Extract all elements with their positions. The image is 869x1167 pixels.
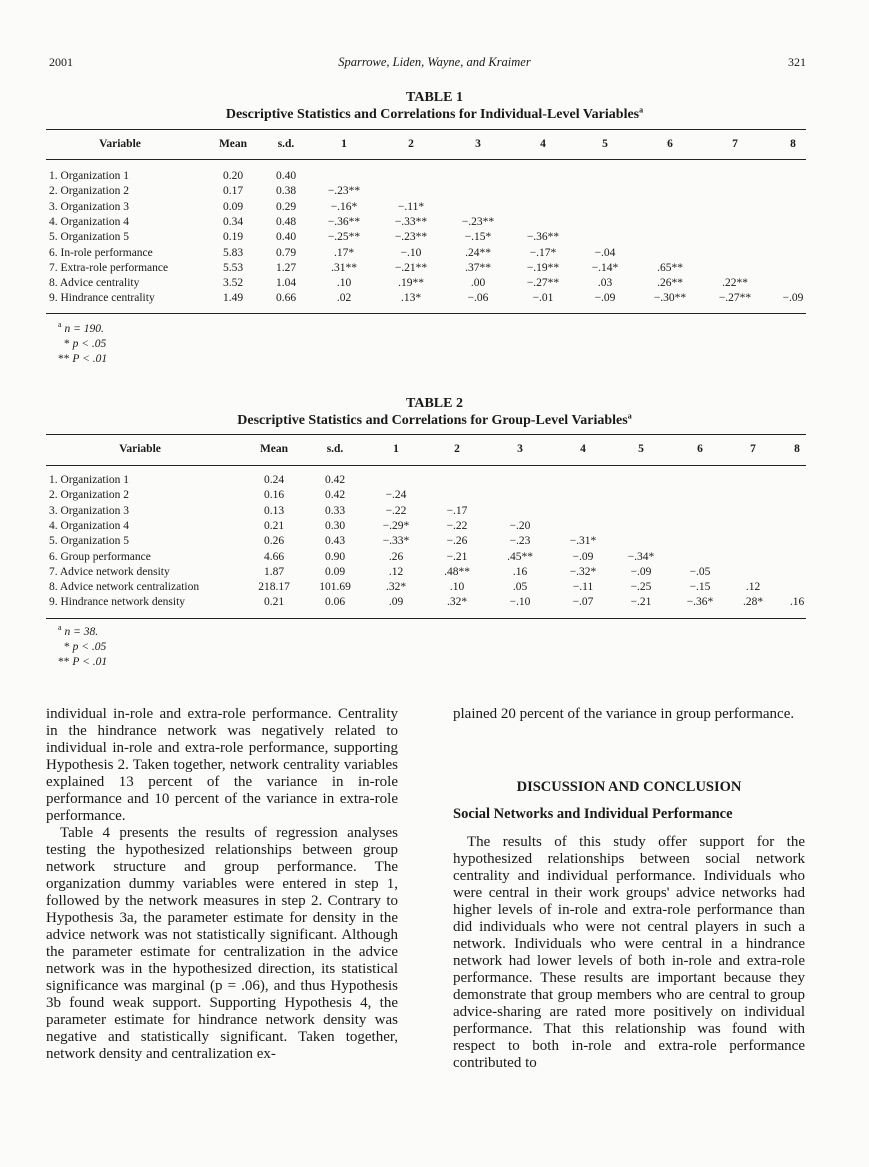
table1-cell: −.30** xyxy=(653,292,687,305)
table1-cell: .22** xyxy=(722,277,748,290)
table1-cell: 0.29 xyxy=(275,200,297,213)
table2-cell: −.07 xyxy=(572,596,594,609)
table1-cell: 5.53 xyxy=(222,261,244,274)
right-paragraph-2: The results of this study offer support for the hypothesized relationships between social network centrality and individual performance. Individuals who were central in their work groups' advice networks had higher levels of in-role and extra-role performance than did individuals who were not central players in such a network. Individuals who were central in a hindrance network had lower levels of both in-role and extra-role performance. These results are important because they demonstrate that group members who are central to group advice-sharing are rated more positively on individual performance. That this relationship was found with respect to both in-role and extra-role performance contributed to xyxy=(453,834,805,1071)
table2-cell: 0.13 xyxy=(263,504,285,517)
table1-cell: 5.83 xyxy=(222,246,244,259)
table2-row-label: 6. Group performance xyxy=(49,550,151,563)
table2-cell: 0.33 xyxy=(324,504,346,517)
table1-cell: −.27** xyxy=(718,292,752,305)
table2-cell: 0.30 xyxy=(324,519,346,532)
table1-cell: .31** xyxy=(331,261,357,274)
table1-cell: 0.38 xyxy=(275,185,297,198)
table1-cell: .13* xyxy=(400,292,422,305)
table2-header-rule xyxy=(46,465,806,466)
table1-col-header: Mean xyxy=(218,138,248,150)
table1-cell: −.10 xyxy=(400,246,422,259)
table1-caption: Descriptive Statistics and Correlations for Individual-Level Variables$^a$ xyxy=(225,105,644,122)
table1-col-header: 5 xyxy=(602,138,608,150)
table1-cell: .24** xyxy=(465,246,491,259)
table1-cell: 3.52 xyxy=(222,277,244,290)
table1-cell: −.36** xyxy=(327,215,361,228)
table1-cell: 0.34 xyxy=(222,215,244,228)
table1-cell: 1.27 xyxy=(275,261,297,274)
table1-cell: −.27** xyxy=(526,277,560,290)
table1-header-rule xyxy=(46,159,806,160)
table2-cell: −.21 xyxy=(446,550,468,563)
left-paragraph-2: Table 4 presents the results of regression analyses testing the hypothesized relationships between group network structure and group performance. The organization dummy variables were entered in step 1, followed by the network measures in step 2. Contrary to Hypothesis 3a, the parameter estimate for density in the advice network was not statistically significant. Although the parameter estimate for centralization in the advice network was in the hypothesized direction, its statistical significance was marginal (p = .06), and thus Hypothesis 3b found weak support. Supporting Hypothesis 4, the parameter estimate for hindrance network density was negative and statistically significant. Taken together, network density and centralization ex- xyxy=(46,825,398,1062)
table2-cell: .26 xyxy=(388,550,404,563)
table2-note-p05: * p < .05 xyxy=(64,641,107,653)
right-paragraph-1: plained 20 percent of the variance in group performance. xyxy=(453,706,795,722)
table2-cell: .16 xyxy=(512,565,528,578)
table1-cell: −.01 xyxy=(532,292,554,305)
table2-cell: .12 xyxy=(388,565,404,578)
table2-col-header: 5 xyxy=(638,443,644,455)
table1-cell: 0.40 xyxy=(275,231,297,244)
table2-cell: −.25 xyxy=(630,581,652,594)
table1-cell: −.04 xyxy=(594,246,616,259)
table2-row-label: 1. Organization 1 xyxy=(49,474,129,486)
table1-cell: .17* xyxy=(333,246,355,259)
right-column-bottom xyxy=(453,834,805,1072)
table1-cell: −.21** xyxy=(394,261,428,274)
table2-cell: −.24 xyxy=(385,489,407,502)
table1-cell: .26** xyxy=(657,277,683,290)
table2-cell: .32* xyxy=(446,596,468,609)
table1-cell: −.15* xyxy=(464,231,492,244)
table2-cell: −.31* xyxy=(569,535,597,548)
table1-col-header: 1 xyxy=(341,138,347,150)
table1-row-label: 1. Organization 1 xyxy=(49,170,129,182)
table1-col-header: s.d. xyxy=(277,138,295,150)
table2-cell: 1.87 xyxy=(263,565,285,578)
table2-cell: −.26 xyxy=(446,535,468,548)
table2-col-header: 8 xyxy=(794,443,800,455)
table2-cell: .12 xyxy=(745,581,761,594)
table2-cell: −.15 xyxy=(689,581,711,594)
table1-cell: 0.48 xyxy=(275,215,297,228)
table2-cell: 0.42 xyxy=(324,474,346,486)
table2-top-rule xyxy=(46,434,806,435)
left-column xyxy=(46,706,398,1063)
table2-cell: −.17 xyxy=(446,504,468,517)
table2-cell: 0.24 xyxy=(263,474,285,486)
table2-cell: 0.42 xyxy=(324,489,346,502)
table2-cell: 0.90 xyxy=(324,550,346,563)
table2-col-header: Variable xyxy=(119,443,161,455)
table1-row-label: 6. In-role performance xyxy=(49,246,153,259)
table1-cell: −.25** xyxy=(327,231,361,244)
table2-cell: 0.06 xyxy=(324,596,346,609)
table2-col-header: 1 xyxy=(393,443,399,455)
table2-col-header: 2 xyxy=(454,443,460,455)
table1-label: TABLE 1 xyxy=(406,90,463,105)
table1-cell: −.19** xyxy=(526,261,560,274)
table2-cell: −.22 xyxy=(446,519,468,532)
table1-cell: 0.79 xyxy=(275,246,297,259)
table1-col-header: 7 xyxy=(732,138,738,150)
table2-bottom-rule xyxy=(46,618,806,619)
table2-row-label: 8. Advice network centralization xyxy=(49,581,200,594)
table2-col-header: 3 xyxy=(517,443,523,455)
table1-cell: .37** xyxy=(465,261,491,274)
table2-cell: −.36* xyxy=(686,596,714,609)
table2-col-header: 4 xyxy=(580,443,586,455)
table2-cell: −.21 xyxy=(630,596,652,609)
table1-cell: 0.19 xyxy=(222,231,244,244)
table1-cell: 0.66 xyxy=(275,292,297,305)
table2-cell: −.20 xyxy=(509,519,531,532)
page-number-left: 2001 xyxy=(49,55,73,69)
table1-cell: .10 xyxy=(336,277,352,290)
table1-col-header: Variable xyxy=(99,138,141,150)
table1-col-header: 3 xyxy=(475,138,481,150)
table1-row-label: 8. Advice centrality xyxy=(49,277,140,290)
table2-cell: −.10 xyxy=(509,596,531,609)
table2-cell: 4.66 xyxy=(263,550,285,563)
table1-cell: −.11* xyxy=(397,200,425,213)
table2-row-label: 7. Advice network density xyxy=(49,565,170,578)
table2-row-label: 2. Organization 2 xyxy=(49,489,129,502)
table2-cell: .09 xyxy=(388,596,404,609)
running-title: Sparrowe, Liden, Wayne, and Kraimer xyxy=(338,55,531,69)
table2-row-label: 3. Organization 3 xyxy=(49,504,129,517)
section-heading: DISCUSSION AND CONCLUSION xyxy=(516,779,742,795)
table1-note-p05: * p < .05 xyxy=(64,338,107,350)
table2-cell: .10 xyxy=(449,581,465,594)
table2-cell: −.05 xyxy=(689,565,711,578)
table1-cell: 0.40 xyxy=(275,170,297,182)
table1-cell: −.09 xyxy=(782,292,804,305)
table1-cell: 0.20 xyxy=(222,170,244,182)
table2-caption: Descriptive Statistics and Correlations for Group-Level Variables$^a$ xyxy=(237,411,632,428)
table1-row-label: 5. Organization 5 xyxy=(49,231,129,244)
table2-cell: 101.69 xyxy=(319,581,351,594)
table2-cell: 0.09 xyxy=(324,565,346,578)
table1-row-label: 4. Organization 4 xyxy=(49,215,129,228)
table1-cell: .19** xyxy=(398,277,424,290)
right-column-top xyxy=(453,706,805,723)
table1-cell: 1.49 xyxy=(222,292,244,305)
table1-row-label: 9. Hindrance centrality xyxy=(49,292,155,305)
table1-cell: .00 xyxy=(470,277,486,290)
table1-note-n: $^a$ n = 190. xyxy=(58,320,104,335)
table1-col-header: 2 xyxy=(408,138,414,150)
table1-cell: .65** xyxy=(657,261,683,274)
table2-cell: 218.17 xyxy=(258,581,290,594)
table2-cell: −.23 xyxy=(509,535,531,548)
table1-col-header: 4 xyxy=(540,138,546,150)
table2-cell: −.33* xyxy=(382,535,410,548)
table1-cell: −.23** xyxy=(327,185,361,198)
table1-cell: −.16* xyxy=(330,200,358,213)
table1-cell: 0.17 xyxy=(222,185,244,198)
table2-cell: 0.16 xyxy=(263,489,285,502)
table1-row-label: 2. Organization 2 xyxy=(49,185,129,198)
table2-cell: −.29* xyxy=(382,519,410,532)
table2-row-label: 4. Organization 4 xyxy=(49,519,129,532)
table2-cell: 0.21 xyxy=(263,519,285,532)
table2-cell: .05 xyxy=(512,581,528,594)
table1-col-header: 8 xyxy=(790,138,796,150)
table2-row-label: 9. Hindrance network density xyxy=(49,596,186,609)
table2-cell: 0.21 xyxy=(263,596,285,609)
page-number-right: 321 xyxy=(788,55,806,69)
table2-cell: .28* xyxy=(742,596,764,609)
table2-cell: .32* xyxy=(385,581,407,594)
table2-cell: −.32* xyxy=(569,565,597,578)
table1-cell: −.06 xyxy=(467,292,489,305)
table2-cell: −.34* xyxy=(627,550,655,563)
table2-note-p01: ** P < .01 xyxy=(58,656,108,668)
table2-cell: 0.26 xyxy=(263,535,285,548)
table1-cell: .02 xyxy=(336,292,352,305)
table2-label: TABLE 2 xyxy=(406,396,463,411)
table1-row-label: 3. Organization 3 xyxy=(49,200,129,213)
table1-cell: −.09 xyxy=(594,292,616,305)
table2-row-label: 5. Organization 5 xyxy=(49,535,129,548)
subsection-heading: Social Networks and Individual Performance xyxy=(453,806,733,822)
table2-col-header: 6 xyxy=(697,443,703,455)
table2-col-header: 7 xyxy=(750,443,756,455)
table1-bottom-rule xyxy=(46,313,806,314)
table1-cell: 1.04 xyxy=(275,277,297,290)
table2-cell: .48** xyxy=(444,565,470,578)
table1-cell: −.23** xyxy=(394,231,428,244)
table2-note-n: $^a$ n = 38. xyxy=(58,623,99,638)
table1-cell: −.23** xyxy=(461,215,495,228)
table2-cell: −.22 xyxy=(385,504,407,517)
table1-row-label: 7. Extra-role performance xyxy=(49,261,169,274)
table1-top-rule xyxy=(46,129,806,130)
table2-cell: 0.43 xyxy=(324,535,346,548)
table1-note-p01: ** P < .01 xyxy=(58,353,108,365)
table2-col-header: Mean xyxy=(259,443,289,455)
table1-cell: 0.09 xyxy=(222,200,244,213)
table2-cell: −.09 xyxy=(572,550,594,563)
table1-col-header: 6 xyxy=(667,138,673,150)
table1-cell: −.33** xyxy=(394,215,428,228)
table1-cell: −.14* xyxy=(591,261,619,274)
table1-cell: .03 xyxy=(597,277,613,290)
table1-cell: −.17* xyxy=(529,246,557,259)
table2-col-header: s.d. xyxy=(326,443,344,455)
table1-cell: −.36** xyxy=(526,231,560,244)
table2-cell: −.11 xyxy=(572,581,594,594)
table2-cell: .16 xyxy=(789,596,805,609)
left-paragraph-1: individual in-role and extra-role performance. Centrality in the hindrance network was negatively related to individual in-role and extra-role performance, supporting Hypothesis 2. Taken together, network centrality variables explained 13 percent of the variance in in-role performance and 10 percent of the variance in extra-role performance. xyxy=(46,706,398,824)
table2-cell: −.09 xyxy=(630,565,652,578)
table2-cell: .45** xyxy=(507,550,533,563)
